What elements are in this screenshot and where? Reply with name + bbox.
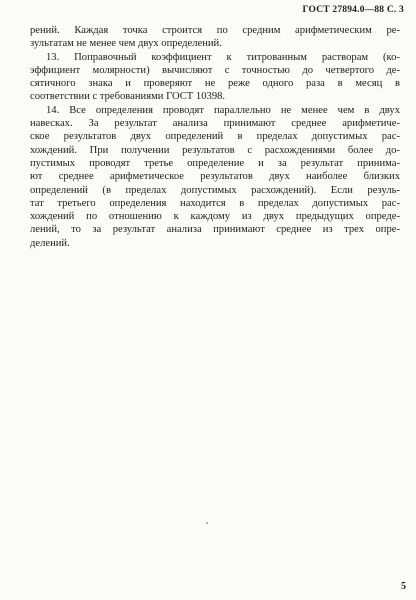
paragraph-2 — [30, 51, 400, 104]
text-line: зультатам не менее чем двух определений. — [30, 38, 222, 50]
text-line: 13. Поправочный коэффициент к титрованным растворам (ко- — [46, 51, 400, 63]
text-line: эффициент молярности) вычисляют с точностью до четвертого де- — [30, 64, 400, 76]
text-line: тат третьего определения находится в пределах допустимых рас- — [30, 197, 400, 209]
text-line: ют среднее арифметическое результатов двух наиболее близких — [30, 171, 400, 183]
paragraph-3 — [30, 104, 400, 250]
text-line: делений. — [30, 237, 70, 249]
text-line: 14. Все определения проводят параллельно не менее чем в двух — [46, 104, 400, 116]
text-line: соответствии с требованиями ГОСТ 10398. — [30, 91, 226, 103]
scan-speck — [206, 522, 208, 524]
text-line: хождений. При получении результатов с расхождениями более до- — [30, 144, 400, 156]
page-number: 5 — [401, 581, 406, 592]
text-line: хождений по отношению к каждому из двух предыдущих опреде- — [30, 211, 400, 223]
text-line: ское результатов двух определений в пределах допустимых рас- — [30, 131, 400, 143]
document-body — [30, 24, 400, 250]
paragraph-1 — [30, 24, 400, 51]
text-line: рений. Каждая точка строится по средним арифметическим ре- — [30, 25, 400, 36]
text-line: определений (в пределах допустимых расхождений). Если резуль- — [30, 184, 400, 196]
text-line: сятичного знака и проверяют не реже одного раза в месяц в — [30, 78, 400, 90]
text-line: пустимых проводят третье определение и за результат принима- — [30, 157, 400, 169]
text-line: лений, то за результат анализа принимают среднее из трех опре- — [30, 224, 400, 236]
page-header: ГОСТ 27894.0—88 С. 3 — [302, 5, 404, 15]
text-line: навесках. За результат анализа принимают среднее арифметиче- — [30, 118, 400, 130]
